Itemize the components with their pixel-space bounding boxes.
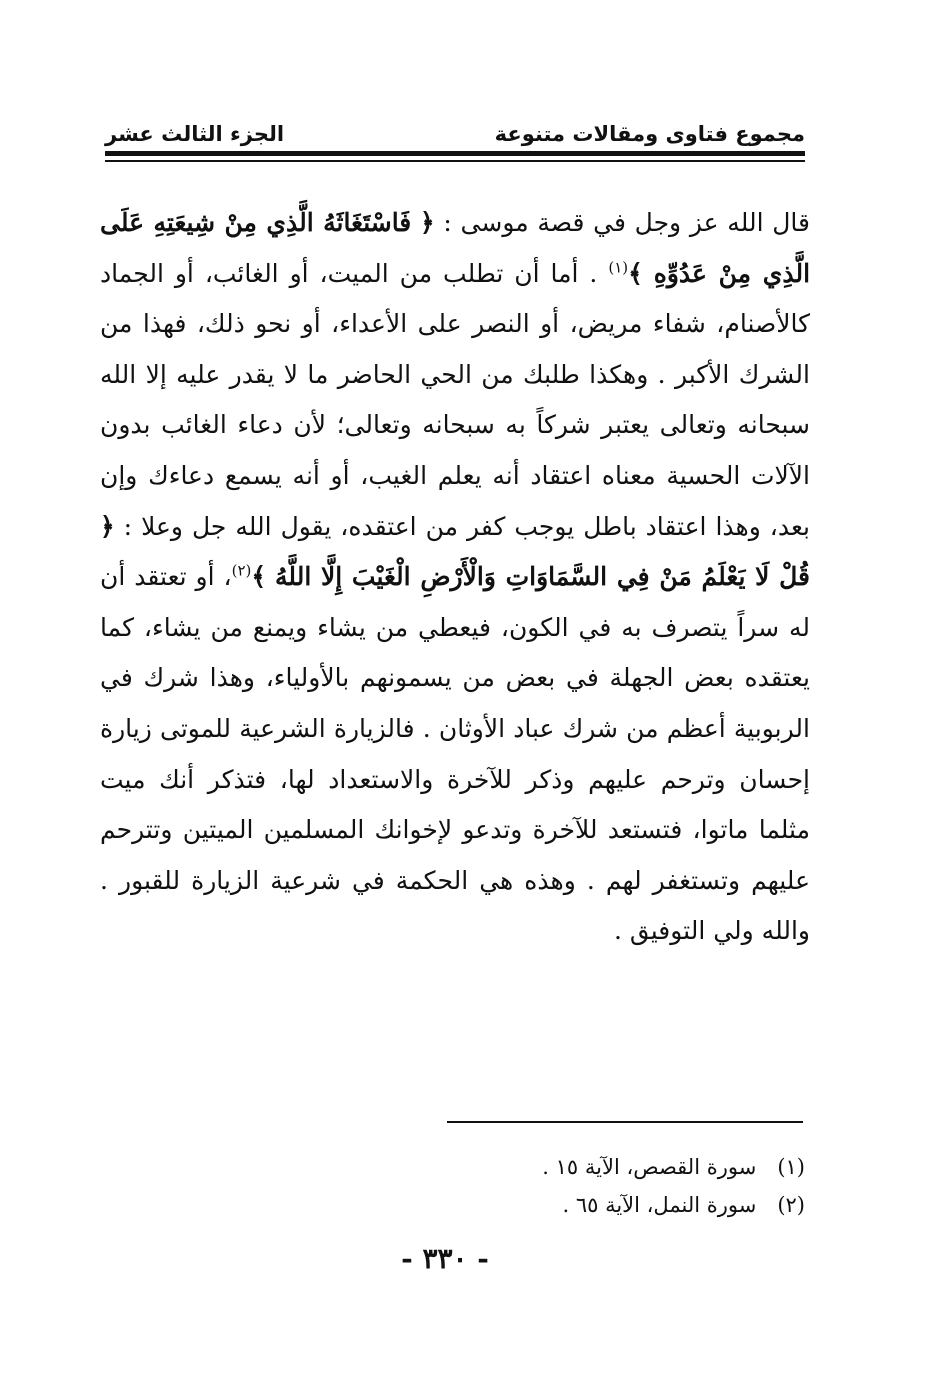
footnote-ref-1[interactable]: (١) (608, 258, 629, 277)
quran-verse-2: قُلْ لَا يَعْلَمُ مَنْ فِي السَّمَاوَاتِ وَالْأَرْضِ الْغَيْبَ إِلَّا اللَّهُ (275, 562, 810, 592)
book-title: مجموع فتاوى ومقالات متنوعة (494, 122, 805, 146)
paragraph-part-2: . أما أن تطلب من الميت، أو الغائب، أو الجماد كالأصنام، شفاء مريض، أو النصر على الأعداء، أو نحو ذلك، فهذا من الشرك الأكبر . وهكذا طلبك من الحي الحاضر ما لا يقدر عليه إلا الله سبحانه وتعالى يعتبر شركاً به سبحانه وتعالى؛ لأن دعاء الغائب بدون الآلات الحسية معناه اعتقاد أنه يعلم الغيب، أو أنه يسمع دعاءك وإن بعد، وهذا اعتقاد باطل يوجب كفر من اعتقده، يقول الله جل وعلا : (100, 258, 810, 541)
body-text (100, 198, 810, 998)
footnote-number: (٢) (777, 1193, 805, 1217)
footnote-number: (١) (777, 1155, 805, 1179)
paragraph-part-3: ، أو تعتقد أن له سراً يتصرف به في الكون، فيعطي من يشاء ويمنع من يشاء، كما يعتقده بعض الجهلة في بعض من يسمونهم بالأولياء، وهذا شرك في الربوبية أعظم من شرك عباد الأوثان . فالزيارة الشرعية للموتى زيارة إحسان وترحم عليهم وذكر للآخرة والاستعداد لها، فتذكر أنك ميت مثلما ماتوا، فتستعد للآخرة وتدعو لإخوانك المسلمين الميتين وتترحم عليهم وتستغفر لهم . وهذه هي الحكمة في شرعية الزيارة للقبور . والله ولي التوفيق . (100, 562, 810, 946)
quran-close-brace: ﴾ (628, 258, 643, 288)
footnote-ref-2[interactable]: (٢) (231, 561, 252, 580)
footnote-item (385, 1148, 805, 1186)
footnotes (385, 1148, 805, 1224)
intro-text: قال الله عز وجل في قصة موسى : (443, 208, 810, 237)
footnote-divider (447, 1121, 803, 1123)
page-number: - ٣٣٠ - (401, 1242, 489, 1275)
volume-label: الجزء الثالث عشر (105, 122, 285, 146)
quran-open-brace-2: ﴿ (100, 511, 115, 541)
quran-close-brace-2: ﴾ (251, 562, 267, 592)
header-rule (105, 151, 805, 156)
header-rule-thin (105, 160, 805, 162)
footnote-text: سورة القصص، الآية ١٥ . (542, 1155, 757, 1179)
footnote-item (385, 1186, 805, 1224)
footnote-text: سورة النمل، الآية ٦٥ . (562, 1193, 757, 1217)
quran-verse-1: فَاسْتَغَاثَهُ الَّذِي مِنْ شِيعَتِهِ عَلَى الَّذِي مِنْ عَدُوِّهِ (100, 208, 811, 288)
main-paragraph (100, 198, 810, 957)
quran-open-brace: ﴿ (420, 208, 435, 237)
